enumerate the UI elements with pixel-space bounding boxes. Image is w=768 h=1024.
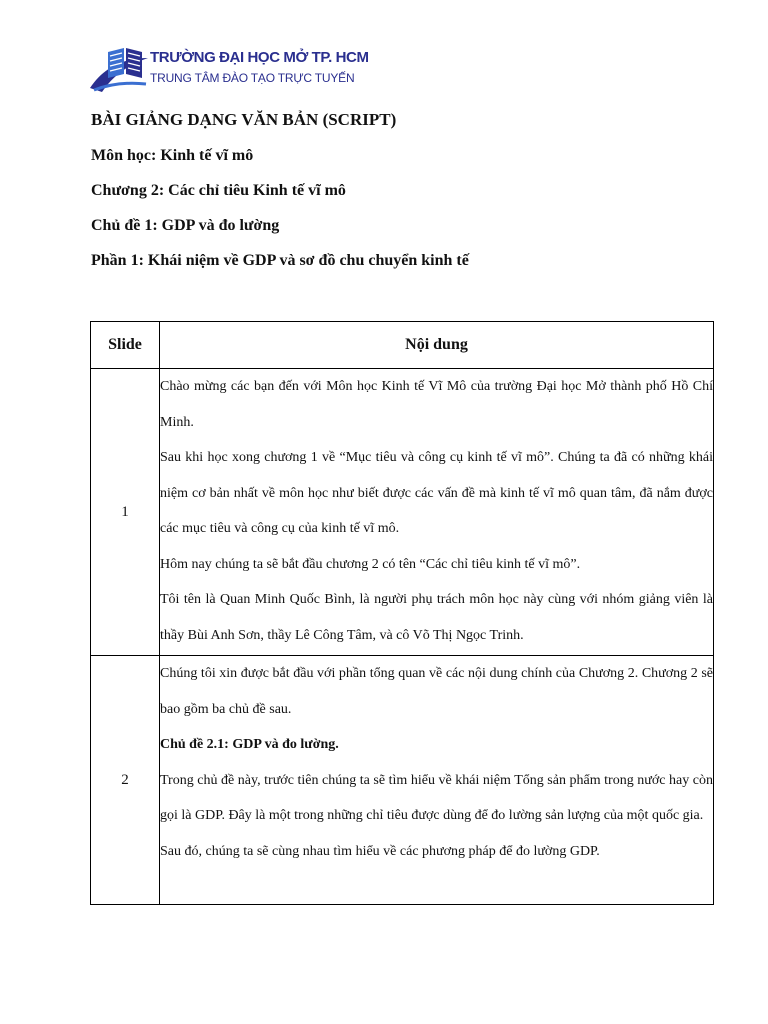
content-paragraph: Sau khi học xong chương 1 về “Mục tiêu và công cụ kinh tế vĩ mô”. Chúng ta đã có những khái niệm cơ bản nhất về môn học như biết được các vấn đề mà kinh tế vĩ mô quan tâm, đã nắm được các mục tiêu và công cụ của kinh tế vĩ mô. [160, 450, 713, 536]
table-row [91, 656, 714, 905]
topic-heading: Chủ đề 1: GDP và đo lường [91, 217, 280, 234]
university-logo [88, 44, 369, 96]
slide-number: 2 [91, 656, 160, 905]
slide-content [160, 656, 714, 905]
table-header-row [91, 322, 714, 369]
content-subheading: Chủ đề 2.1: GDP và đo lường. [160, 737, 339, 752]
content-paragraph: Chào mừng các bạn đến với Môn học Kinh tế Vĩ Mô của trường Đại học Mở thành phố Hồ Chí Minh. [160, 379, 713, 430]
center-name: TRUNG TÂM ĐÀO TẠO TRỰC TUYẾN [150, 71, 355, 85]
content-paragraph: Hôm nay chúng ta sẽ bắt đầu chương 2 có tên “Các chỉ tiêu kinh tế vĩ mô”. [160, 556, 581, 572]
table-row [91, 369, 714, 656]
script-table [90, 321, 714, 905]
slide-column-header: Slide [91, 322, 160, 369]
content-paragraph: Sau đó, chúng ta sẽ cùng nhau tìm hiểu về các phương pháp để đo lường GDP. [160, 843, 600, 859]
book-swoosh-icon [88, 44, 150, 96]
content-paragraph: Tôi tên là Quan Minh Quốc Bình, là người phụ trách môn học này cùng với nhóm giảng viên là thầy Bùi Anh Sơn, thầy Lê Công Tâm, và cô Võ Thị Ngọc Trinh. [160, 592, 713, 643]
chapter-heading: Chương 2: Các chỉ tiêu Kinh tế vĩ mô [91, 182, 346, 199]
slide-content [160, 369, 714, 656]
content-column-header: Nội dung [160, 322, 714, 369]
subject-heading: Môn học: Kinh tế vĩ mô [91, 147, 254, 164]
university-name: TRƯỜNG ĐẠI HỌC MỞ TP. HCM [150, 49, 369, 66]
part-heading: Phần 1: Khái niệm về GDP và sơ đồ chu chuyển kinh tế [91, 252, 469, 269]
document-title: BÀI GIẢNG DẠNG VĂN BẢN (SCRIPT) [91, 110, 397, 129]
content-paragraph: Chúng tôi xin được bắt đầu với phần tổng quan về các nội dung chính của Chương 2. Chương 2 sẽ bao gồm ba chủ đề sau. [160, 666, 713, 717]
content-paragraph: Trong chủ đề này, trước tiên chúng ta sẽ tìm hiểu về khái niệm Tổng sản phẩm trong nước hay còn gọi là GDP. Đây là một trong những chỉ tiêu được dùng để đo lường sản lượng của một quốc gia. [160, 772, 713, 823]
slide-number: 1 [91, 369, 160, 656]
